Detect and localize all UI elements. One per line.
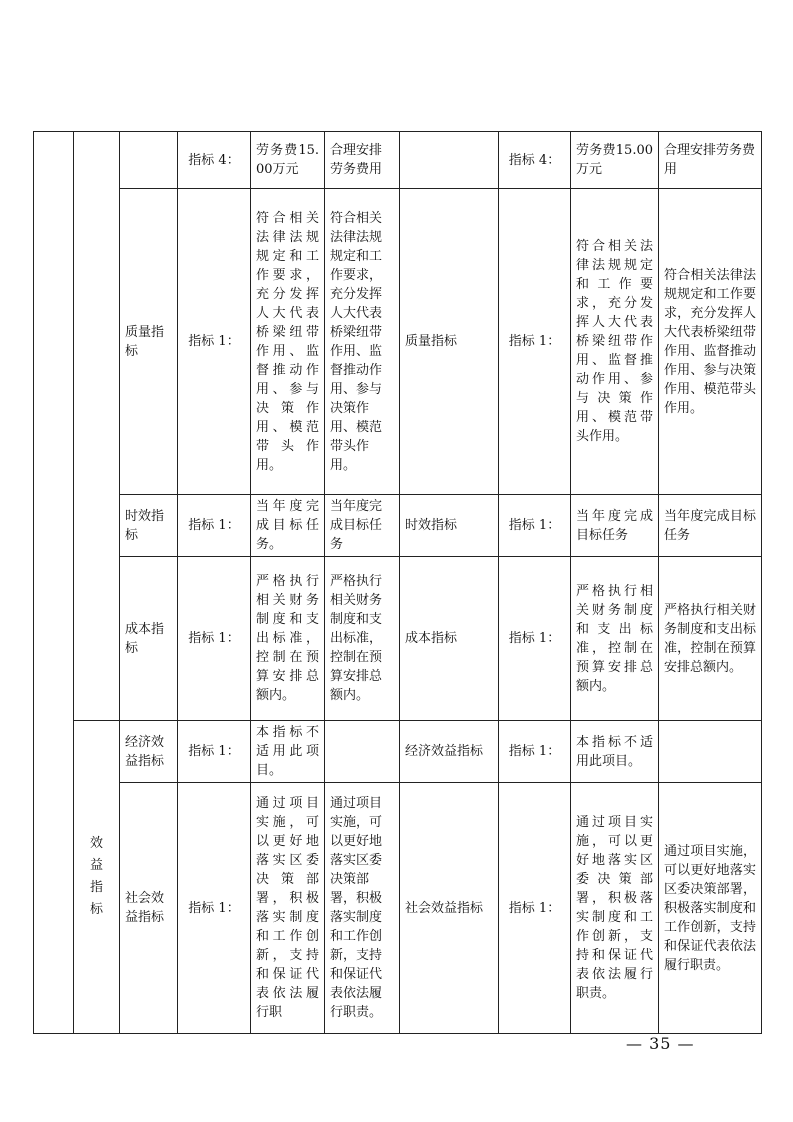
standard-cell-b xyxy=(659,721,762,783)
table-row xyxy=(34,189,762,495)
indicator-cell: 指标 4： xyxy=(178,132,251,189)
outer-left-cell xyxy=(34,132,74,1034)
indicator-cell-b: 指标 1： xyxy=(499,189,571,495)
indicator-cell-b: 指标 1： xyxy=(499,783,571,1034)
category-cell: 时效指标 xyxy=(120,495,178,557)
benefit-indicator-label: 效益指标 xyxy=(89,836,103,917)
indicator-cell: 指标 1： xyxy=(178,189,251,495)
value-cell-b: 当年度完成目标任务 xyxy=(571,495,659,557)
table-row xyxy=(34,132,762,189)
standard-cell: 通过项目实施，可以更好地落实区委决策部署，积极落实制度和工作创新，支持和保证代表依法履行职责。 xyxy=(325,783,400,1034)
table-row xyxy=(34,783,762,1034)
value-cell-b: 符合相关法律法规规定和工作要求，充分发挥人大代表桥梁纽带作用、监督推动作用、参与决策作用、模范带头作用。 xyxy=(571,189,659,495)
value-cell: 严格执行相关财务制度和支出标准，控制在预算安排总额内。 xyxy=(251,557,325,721)
indicator-cell: 指标 1： xyxy=(178,783,251,1034)
value-cell: 本指标不适用此项目。 xyxy=(251,721,325,783)
indicator-cell-b: 指标 1： xyxy=(499,495,571,557)
value-cell-b: 严格执行相关财务制度和支出标准，控制在预算安排总额内。 xyxy=(571,557,659,721)
category-cell-b: 社会效益指标 xyxy=(400,783,499,1034)
standard-cell: 当年度完成目标任务 xyxy=(325,495,400,557)
category-cell: 质量指标 xyxy=(120,189,178,495)
category-cell-b: 质量指标 xyxy=(400,189,499,495)
value-cell-b: 通过项目实施，可以更好地落实区委决策部署，积极落实制度和工作创新，支持和保证代表依法履行职责。 xyxy=(571,783,659,1034)
output-indicator-group-cell xyxy=(74,132,120,721)
indicator-cell-b: 指标 4： xyxy=(499,132,571,189)
category-cell xyxy=(120,132,178,189)
standard-cell xyxy=(325,721,400,783)
standard-cell-b: 严格执行相关财务制度和支出标准，控制在预算安排总额内。 xyxy=(659,557,762,721)
category-cell-b xyxy=(400,132,499,189)
category-cell-b: 经济效益指标 xyxy=(400,721,499,783)
standard-cell-b: 当年度完成目标任务 xyxy=(659,495,762,557)
category-cell: 成本指标 xyxy=(120,557,178,721)
category-cell: 社会效益指标 xyxy=(120,783,178,1034)
standard-cell: 合理安排劳务费用 xyxy=(325,132,400,189)
page-number: — 35 — xyxy=(626,1034,695,1053)
value-cell: 当年度完成目标任务。 xyxy=(251,495,325,557)
standard-cell-b: 通过项目实施，可以更好地落实区委决策部署，积极落实制度和工作创新，支持和保证代表依法履行职责。 xyxy=(659,783,762,1034)
standard-cell-b: 合理安排劳务费用 xyxy=(659,132,762,189)
table-row xyxy=(34,495,762,557)
indicator-cell-b: 指标 1： xyxy=(499,721,571,783)
table-row xyxy=(34,557,762,721)
standard-cell: 严格执行相关财务制度和支出标准，控制在预算安排总额内。 xyxy=(325,557,400,721)
value-cell: 符合相关法律法规规定和工作要求，充分发挥人大代表桥梁纽带作用、监督推动作用、参与决策作用、模范带头作用。 xyxy=(251,189,325,495)
category-cell: 经济效益指标 xyxy=(120,721,178,783)
value-cell: 通过项目实施，可以更好地落实区委决策部署，积极落实制度和工作创新，支持和保证代表依法履行职 xyxy=(251,783,325,1034)
value-cell-b: 本指标不适用此项目。 xyxy=(571,721,659,783)
standard-cell: 符合相关法律法规规定和工作要求，充分发挥人大代表桥梁纽带作用、监督推动作用、参与决策作用、模范带头作用。 xyxy=(325,189,400,495)
standard-cell-b: 符合相关法律法规规定和工作要求，充分发挥人大代表桥梁纽带作用、监督推动作用、参与决策作用、模范带头作用。 xyxy=(659,189,762,495)
indicator-cell: 指标 1： xyxy=(178,557,251,721)
indicator-cell-b: 指标 1： xyxy=(499,557,571,721)
value-cell: 劳务费15.00万元 xyxy=(251,132,325,189)
table-row xyxy=(34,721,762,783)
value-cell-b: 劳务费15.00万元 xyxy=(571,132,659,189)
category-cell-b: 时效指标 xyxy=(400,495,499,557)
category-cell-b: 成本指标 xyxy=(400,557,499,721)
indicator-cell: 指标 1： xyxy=(178,721,251,783)
indicator-cell: 指标 1： xyxy=(178,495,251,557)
benefit-indicator-group-cell xyxy=(74,721,120,1034)
performance-indicator-table xyxy=(33,131,762,1034)
